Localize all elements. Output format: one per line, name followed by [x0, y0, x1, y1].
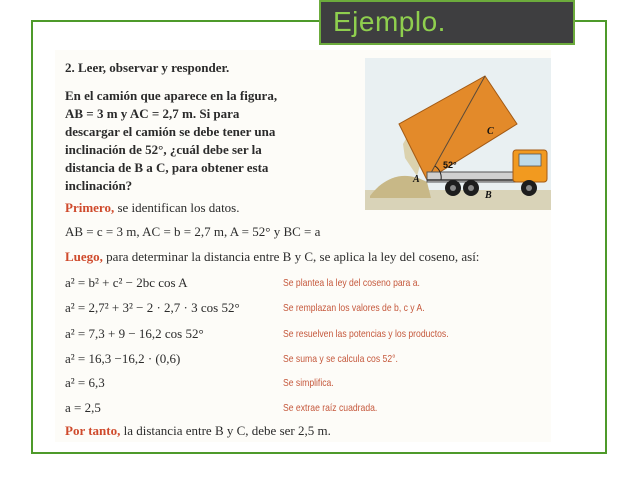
conclusion-text: la distancia entre B y C, debe ser 2,5 m.: [120, 423, 331, 438]
step-note: Se extrae raíz cuadrada.: [283, 402, 378, 414]
equation-line: a² = 7,3 + 9 − 16,2 cos 52°: [65, 326, 204, 341]
angle-label: 52°: [443, 160, 457, 170]
step-identify-text: se identifican los datos.: [114, 200, 240, 215]
step-note: Se remplazan los valores de b, c y A.: [283, 302, 425, 314]
equation-line: a² = 6,3: [65, 375, 105, 390]
slide-title-box: [319, 0, 575, 45]
step-note: Se simplifica.: [283, 377, 334, 389]
step-note: Se plantea la ley del coseno para a.: [283, 277, 420, 289]
cab-window: [519, 154, 541, 166]
statement-line: inclinación?: [65, 178, 133, 193]
statement-line: AB = 3 m y AC = 2,7 m. Si para: [65, 106, 240, 121]
statement-line: distancia de B a C, para obtener esta: [65, 160, 269, 175]
point-c-label: C: [487, 126, 494, 137]
keyword-por-tanto: Por tanto,: [65, 423, 121, 438]
step-law-text: para determinar la distancia entre B y C, se aplica la ley del coseno, así:: [102, 249, 480, 264]
step-identify: [65, 200, 240, 216]
step-note: Se suma y se calcula cos 52°.: [283, 353, 398, 365]
conclusion: [65, 423, 331, 439]
statement-line: inclinación de 52°, ¿cuál debe ser la: [65, 142, 262, 157]
equation-line: a² = 16,3 −16,2 · (0,6): [65, 351, 181, 366]
step-note: Se resuelven las potencias y los productos.: [283, 328, 449, 340]
keyword-primero: Primero,: [65, 200, 115, 215]
step-law-of-cosines: [65, 249, 479, 265]
point-a-label: A: [413, 174, 420, 185]
dump-truck-figure: [365, 58, 551, 210]
statement-line: En el camión que aparece en la figura,: [65, 88, 278, 103]
textbook-page: [55, 50, 551, 442]
statement-line: descargar el camión se debe tener una: [65, 124, 276, 139]
keyword-luego: Luego,: [65, 249, 103, 264]
slide-title: Ejemplo.: [333, 6, 446, 37]
equation-line: a² = 2,7² + 3² − 2 · 2,7 · 3 cos 52°: [65, 300, 240, 315]
equation-line: a² = b² + c² − 2bc cos A: [65, 275, 188, 290]
problem-heading: 2. Leer, observar y responder.: [65, 60, 230, 75]
equation-line: a = 2,5: [65, 400, 101, 415]
data-line: AB = c = 3 m, AC = b = 2,7 m, A = 52° y BC = a: [65, 224, 321, 239]
point-b-label: B: [485, 190, 492, 201]
